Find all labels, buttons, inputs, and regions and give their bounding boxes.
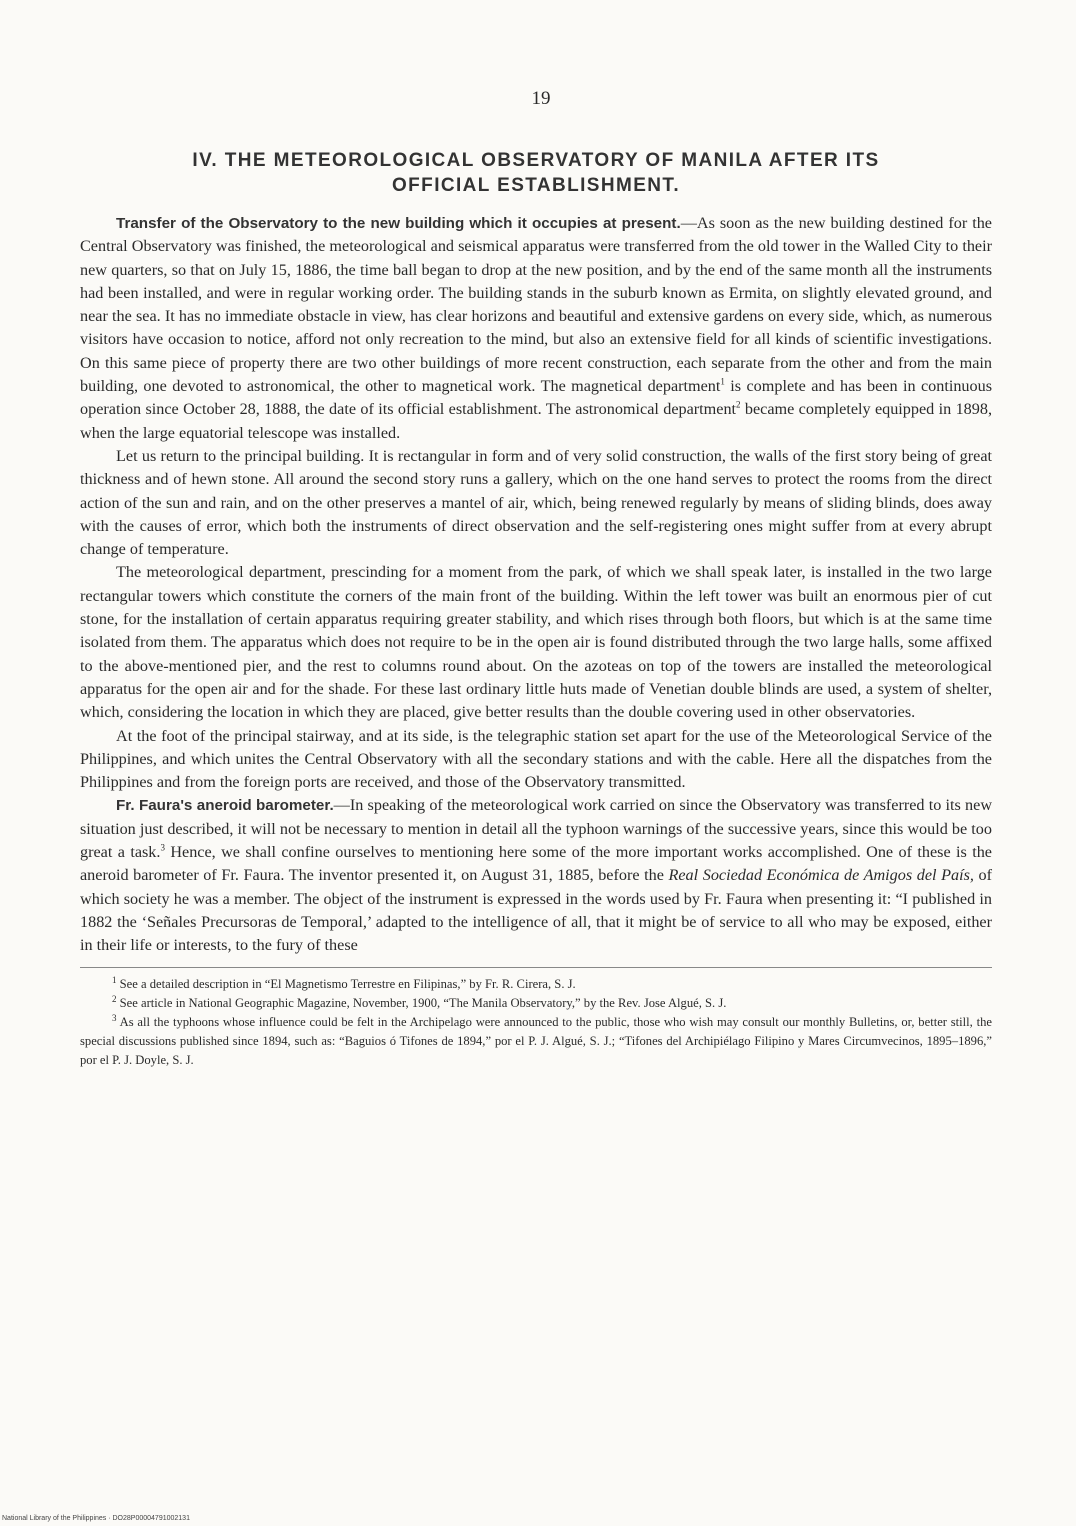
chapter-title-line-1: IV. THE METEOROLOGICAL OBSERVATORY OF MANILA AFTER ITS <box>192 150 880 171</box>
footnote-mark: 1 <box>112 974 117 985</box>
footnote-reference-1[interactable]: 1 <box>720 376 725 387</box>
paragraph-transfer <box>80 212 992 445</box>
footnote-3 <box>80 1013 992 1070</box>
footnote-1 <box>80 975 992 994</box>
paragraph-meteorological-department: The meteorological department, prescinding for a moment from the park, of which we shall speak later, is installed in the two large rectangular towers which constitute the corners of the main front of the building. Within the left tower was built an enormous pier of cut stone, for the installation of certain apparatus requiring greater stability, and which rises through both floors, but which is at the same time isolated from them. The apparatus which does not require to be in the open air is found distributed through the two large halls, some affixed to the above-mentioned pier, and the rest to columns round about. On the azoteas on top of the towers are installed the meteorological apparatus for the open air and for the shade. For these last ordinary little huts made of Venetian double blinds are used, a system of shelter, which, considering the location in which they are placed, give better results than the double covering used in other observatories. <box>80 563 992 722</box>
footnote-text: See article in National Geographic Magazine, November, 1900, “The Manila Observatory,” by the Rev. Jose Algué, S. J. <box>116 995 727 1010</box>
paragraph-text: Hence, we shall confine ourselves to mentioning here some of the more important works accomplished. One of these is the aneroid barometer of Fr. Faura. The inventor presented it, on August 31, 1885, before the <box>80 843 992 885</box>
footnote-divider <box>80 967 992 968</box>
paragraph-aneroid-barometer <box>80 794 992 957</box>
paragraph-principal-building: Let us return to the principal building. It is rectangular in form and of very solid construction, the walls of the first story being of great thickness and of hewn stone. All around the second story runs a gallery, which on the one hand serves to protect the rooms from the direct action of the sun and rain, and on the other preserves a mantel of air, which, being renewed regularly by means of sliding blinds, does away with the causes of error, which both the instruments of direct observation and the self-registering ones might suffer from at every abrupt change of temperature. <box>80 446 992 559</box>
footnote-mark: 3 <box>112 1012 117 1023</box>
paragraph-text: —As soon as the new building destined for the Central Observatory was finished, the meteorological and seismical apparatus were transferred from the old tower in the Walled City to their new quarters, so that on July 15, 1886, the time ball began to drop at the new position, and by the end of the same month all the instruments had been installed, and were in regular working order. The building stands in the suburb known as Ermita, on slightly elevated ground, and near the sea. It has no immediate obstacle in view, has clear horizons and beautiful and extensive gardens on every side, which, as numerous visitors have occasion to notice, afford not only recreation to the mind, but also an extensive field for all kinds of scientific investigations. On this same piece of property there are two other buildings of more recent construction, each separate from the other and from the main building, one devoted to astronomical, the other to magnetical work. The magnetical department <box>80 214 992 396</box>
paragraph-text: —In speaking of the meteorological work carried on since the Observatory was transferred to its new situation just described, it will not be necessary to mention in detail all the typhoon warnings of the successive years, since this would be too great a task. <box>80 796 993 862</box>
footnote-reference-2[interactable]: 2 <box>736 399 741 410</box>
paragraph-telegraphic-station: At the foot of the principal stairway, and at its side, is the telegraphic station set apart for the use of the Meteorological Service of the Philippines, and which unites the Central Observatory with all the secondary stations and with the cable. Here all the dispatches from the Philippines and from the foreign ports are received, and those of the Observatory transmitted. <box>80 726 992 792</box>
page-number: 19 <box>531 88 551 109</box>
paragraph-lead-barometer: Fr. Faura's aneroid barometer. <box>116 797 334 815</box>
footnote-reference-3[interactable]: 3 <box>160 842 165 853</box>
paragraph-text: of which society he was a member. The object of the instrument is expressed in the words used by Fr. Faura when presenting it: “I published in 1882 the ‘Señales Precursoras de Temporal,’ adapted to the intelligence of all, that it might be of service to all who may be exposed, either in their life or interests, to the fury of these <box>80 866 992 955</box>
document-page <box>80 88 992 1070</box>
footnote-text: See a detailed description in “El Magnetismo Terrestre en Filipinas,” by Fr. R. Cirera, S. J. <box>116 976 576 991</box>
chapter-title-line-2: OFFICIAL ESTABLISHMENT. <box>392 175 680 196</box>
paragraph-text: is complete and has been in continuous operation since October 28, 1888, the date of its official establishment. The astronomical department <box>80 377 992 419</box>
paragraph-lead-transfer: Transfer of the Observatory to the new building which it occupies at present. <box>116 215 681 232</box>
footnote-2 <box>80 994 992 1013</box>
paragraph-text: became completely equipped in 1898, when the large equatorial telescope was installed. <box>80 400 992 442</box>
society-name: Real Sociedad Económica de Amigos del País, <box>668 866 974 885</box>
chapter-title <box>80 148 992 198</box>
footnote-text: As all the typhoons whose influence could be felt in the Archipelago were announced to the public, those who wish may consult our monthly Bulletins, or, better still, the special discussions published since 1894, such as: “Baguios ó Tifones de 1894,” por el P. J. Algué, S. J.; “Tifones del Archipiélago Filipino y Mares Circumvecinos, 1895–1896,” por el P. J. Doyle, S. J. <box>80 1014 992 1067</box>
library-imprint: National Library of the Philippines · DO28P00004791002131 <box>2 1515 190 1522</box>
footnote-mark: 2 <box>112 993 117 1004</box>
